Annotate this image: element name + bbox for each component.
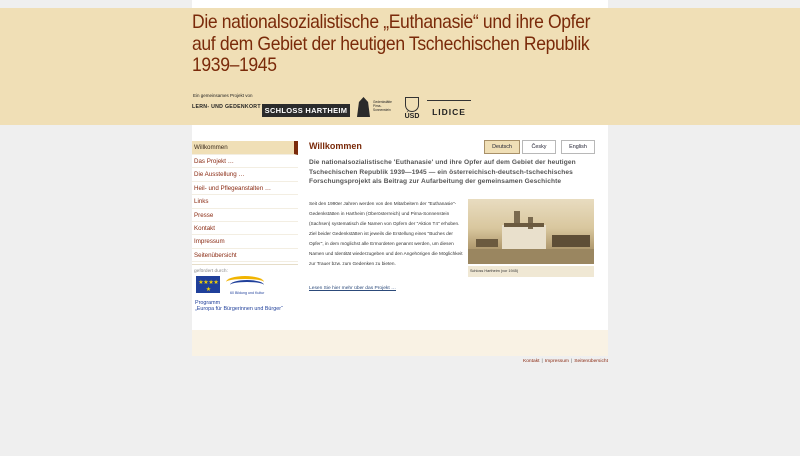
sidebar-item-projekt[interactable]: Das Projekt … bbox=[192, 155, 298, 168]
schloss-hartheim-logo[interactable]: SCHLOSS HARTHEIM bbox=[262, 104, 350, 117]
project-label: Ein gemeinsames Projekt von bbox=[193, 93, 253, 98]
sidebar-item-anstalten[interactable]: Heil- und Pflegeanstalten … bbox=[192, 182, 298, 195]
programm-name: „Europa für Bürgerinnen und Bürger“ bbox=[195, 306, 283, 313]
lang-button-deutsch[interactable]: Deutsch bbox=[484, 140, 520, 154]
pirna-sonnenstein-logo[interactable] bbox=[355, 95, 397, 119]
lang-button-cesky[interactable]: Česky bbox=[522, 140, 556, 154]
sidebar-item-links[interactable]: Links bbox=[192, 195, 298, 208]
footer-links bbox=[523, 359, 608, 364]
page-title: Willkommen bbox=[309, 141, 362, 151]
usd-logo[interactable] bbox=[402, 97, 422, 123]
photo-caption: Schloss Hartheim (vor 1945) bbox=[468, 266, 594, 277]
sidebar-item-presse[interactable]: Presse bbox=[192, 209, 298, 222]
sidebar-nav bbox=[192, 141, 298, 313]
site-title-line-1: Die nationalsozialistische „Euthanasie“ und ihre Opfer bbox=[192, 11, 591, 33]
sidebar-item-kontakt[interactable]: Kontakt bbox=[192, 222, 298, 235]
lidice-logo[interactable] bbox=[427, 100, 471, 121]
usd-crest-icon bbox=[405, 97, 419, 112]
pirna-mark-icon bbox=[357, 97, 370, 117]
sidebar-item-ausstellung[interactable]: Die Ausstellung … bbox=[192, 168, 298, 181]
content-footer-band bbox=[192, 330, 608, 356]
programm-label: Programm bbox=[195, 300, 221, 307]
eu-stars: ★ ★ ★ ★ ★ bbox=[198, 280, 218, 294]
footer-separator: | bbox=[541, 359, 543, 364]
pirna-logo-text: Gedenkstätte Pirna-Sonnenstein bbox=[373, 100, 392, 112]
lang-button-english[interactable]: English bbox=[561, 140, 595, 154]
site-title bbox=[192, 12, 606, 77]
eu-culture-label: 60 Bildung und Kultur bbox=[230, 291, 265, 296]
read-more-link[interactable]: Lesen Sie hier mehr über das Projekt … bbox=[309, 286, 396, 291]
eu-flag-icon bbox=[196, 276, 220, 293]
lead-paragraph: Die nationalsozialistische 'Euthanasie' und ihre Opfer auf dem Gebiet der heutigen Tschechischen Republik 1939—1945 — ein österreichisch-deutsch-tschechisches Forschungsprojekt als Beitrag zur Aufarbeitung der gemeinsamen Geschichte bbox=[309, 159, 576, 186]
footer-link-impressum[interactable]: Impressum bbox=[544, 359, 569, 364]
site-title-line-2: auf dem Gebiet der heutigen Tschechischen Republik bbox=[192, 32, 590, 55]
footer-separator: | bbox=[571, 359, 573, 364]
sidebar-item-willkommen[interactable]: Willkommen bbox=[192, 141, 298, 155]
footer-link-seitenuebersicht[interactable]: Seitenübersicht bbox=[574, 359, 608, 364]
eu-culture-swoosh-icon-2 bbox=[230, 280, 264, 290]
schloss-hartheim-photo bbox=[468, 199, 594, 264]
lidice-logo-text: LIDICE bbox=[432, 107, 466, 117]
sidebar-item-seitenuebersicht[interactable]: Seitenübersicht bbox=[192, 249, 298, 262]
sidebar-item-impressum[interactable]: Impressum bbox=[192, 235, 298, 248]
site-title-line-3: 1939–1945 bbox=[192, 54, 277, 76]
footer-link-kontakt[interactable]: Kontakt bbox=[522, 359, 540, 364]
sidebar-divider bbox=[192, 264, 298, 265]
eu-funding-logos[interactable] bbox=[192, 276, 298, 300]
body-paragraph: Seit den 1990er Jahren werden von den Mitarbeitern der "Euthanasie"-Gedenkstätten in Hartheim (Oberösterreich) und Pirna-Sonnenstein (Sachsen) systematisch die Namen von Opfern der "Aktion T4" erhoben. Ziel beider Gedenkstätten ist jeweils die Erstellung eines "Buches der Opfer", in dem möglichst alle Ermordeten genannt werden, um diesen Namen und Identität wiederzugeben und den Angehörigen die Möglichkeit zur Trauer bzw. zum Gedenken zu bieten. bbox=[309, 201, 463, 266]
usd-logo-text: ÚSD bbox=[404, 113, 420, 120]
lern-gedenkort-logo[interactable]: LERN- UND GEDENKORT bbox=[192, 104, 261, 110]
funded-by-label: gefördert durch: bbox=[194, 269, 228, 275]
